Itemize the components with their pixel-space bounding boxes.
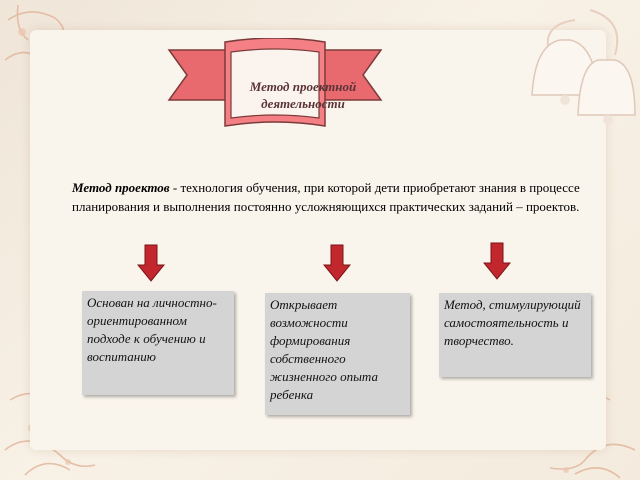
banner-title <box>232 78 374 112</box>
arrow-down-icon <box>483 241 511 281</box>
feature-box-3: Метод, стимулирующий самостоятельность и творчество. <box>439 293 591 377</box>
definition-term: Метод проектов <box>72 180 170 195</box>
banner-title-line-1: Метод проектной <box>249 79 357 94</box>
feature-box-1: Основан на личностно-ориентированном подходе к обучению и воспитанию <box>82 291 234 395</box>
feature-box-2: Открывает возможности формирования собственного жизненного опыта ребенка <box>265 293 410 415</box>
definition-paragraph <box>72 178 582 216</box>
bells-decoration-icon <box>520 0 640 150</box>
banner-title-line-2: деятельности <box>261 96 345 111</box>
definition-text: - технология обучения, при которой дети приобретают знания в процессе планирования и выполнения постоянно усложняющихся практических заданий – проектов. <box>72 180 580 214</box>
arrow-down-icon <box>323 243 351 283</box>
arrow-down-icon <box>137 243 165 283</box>
